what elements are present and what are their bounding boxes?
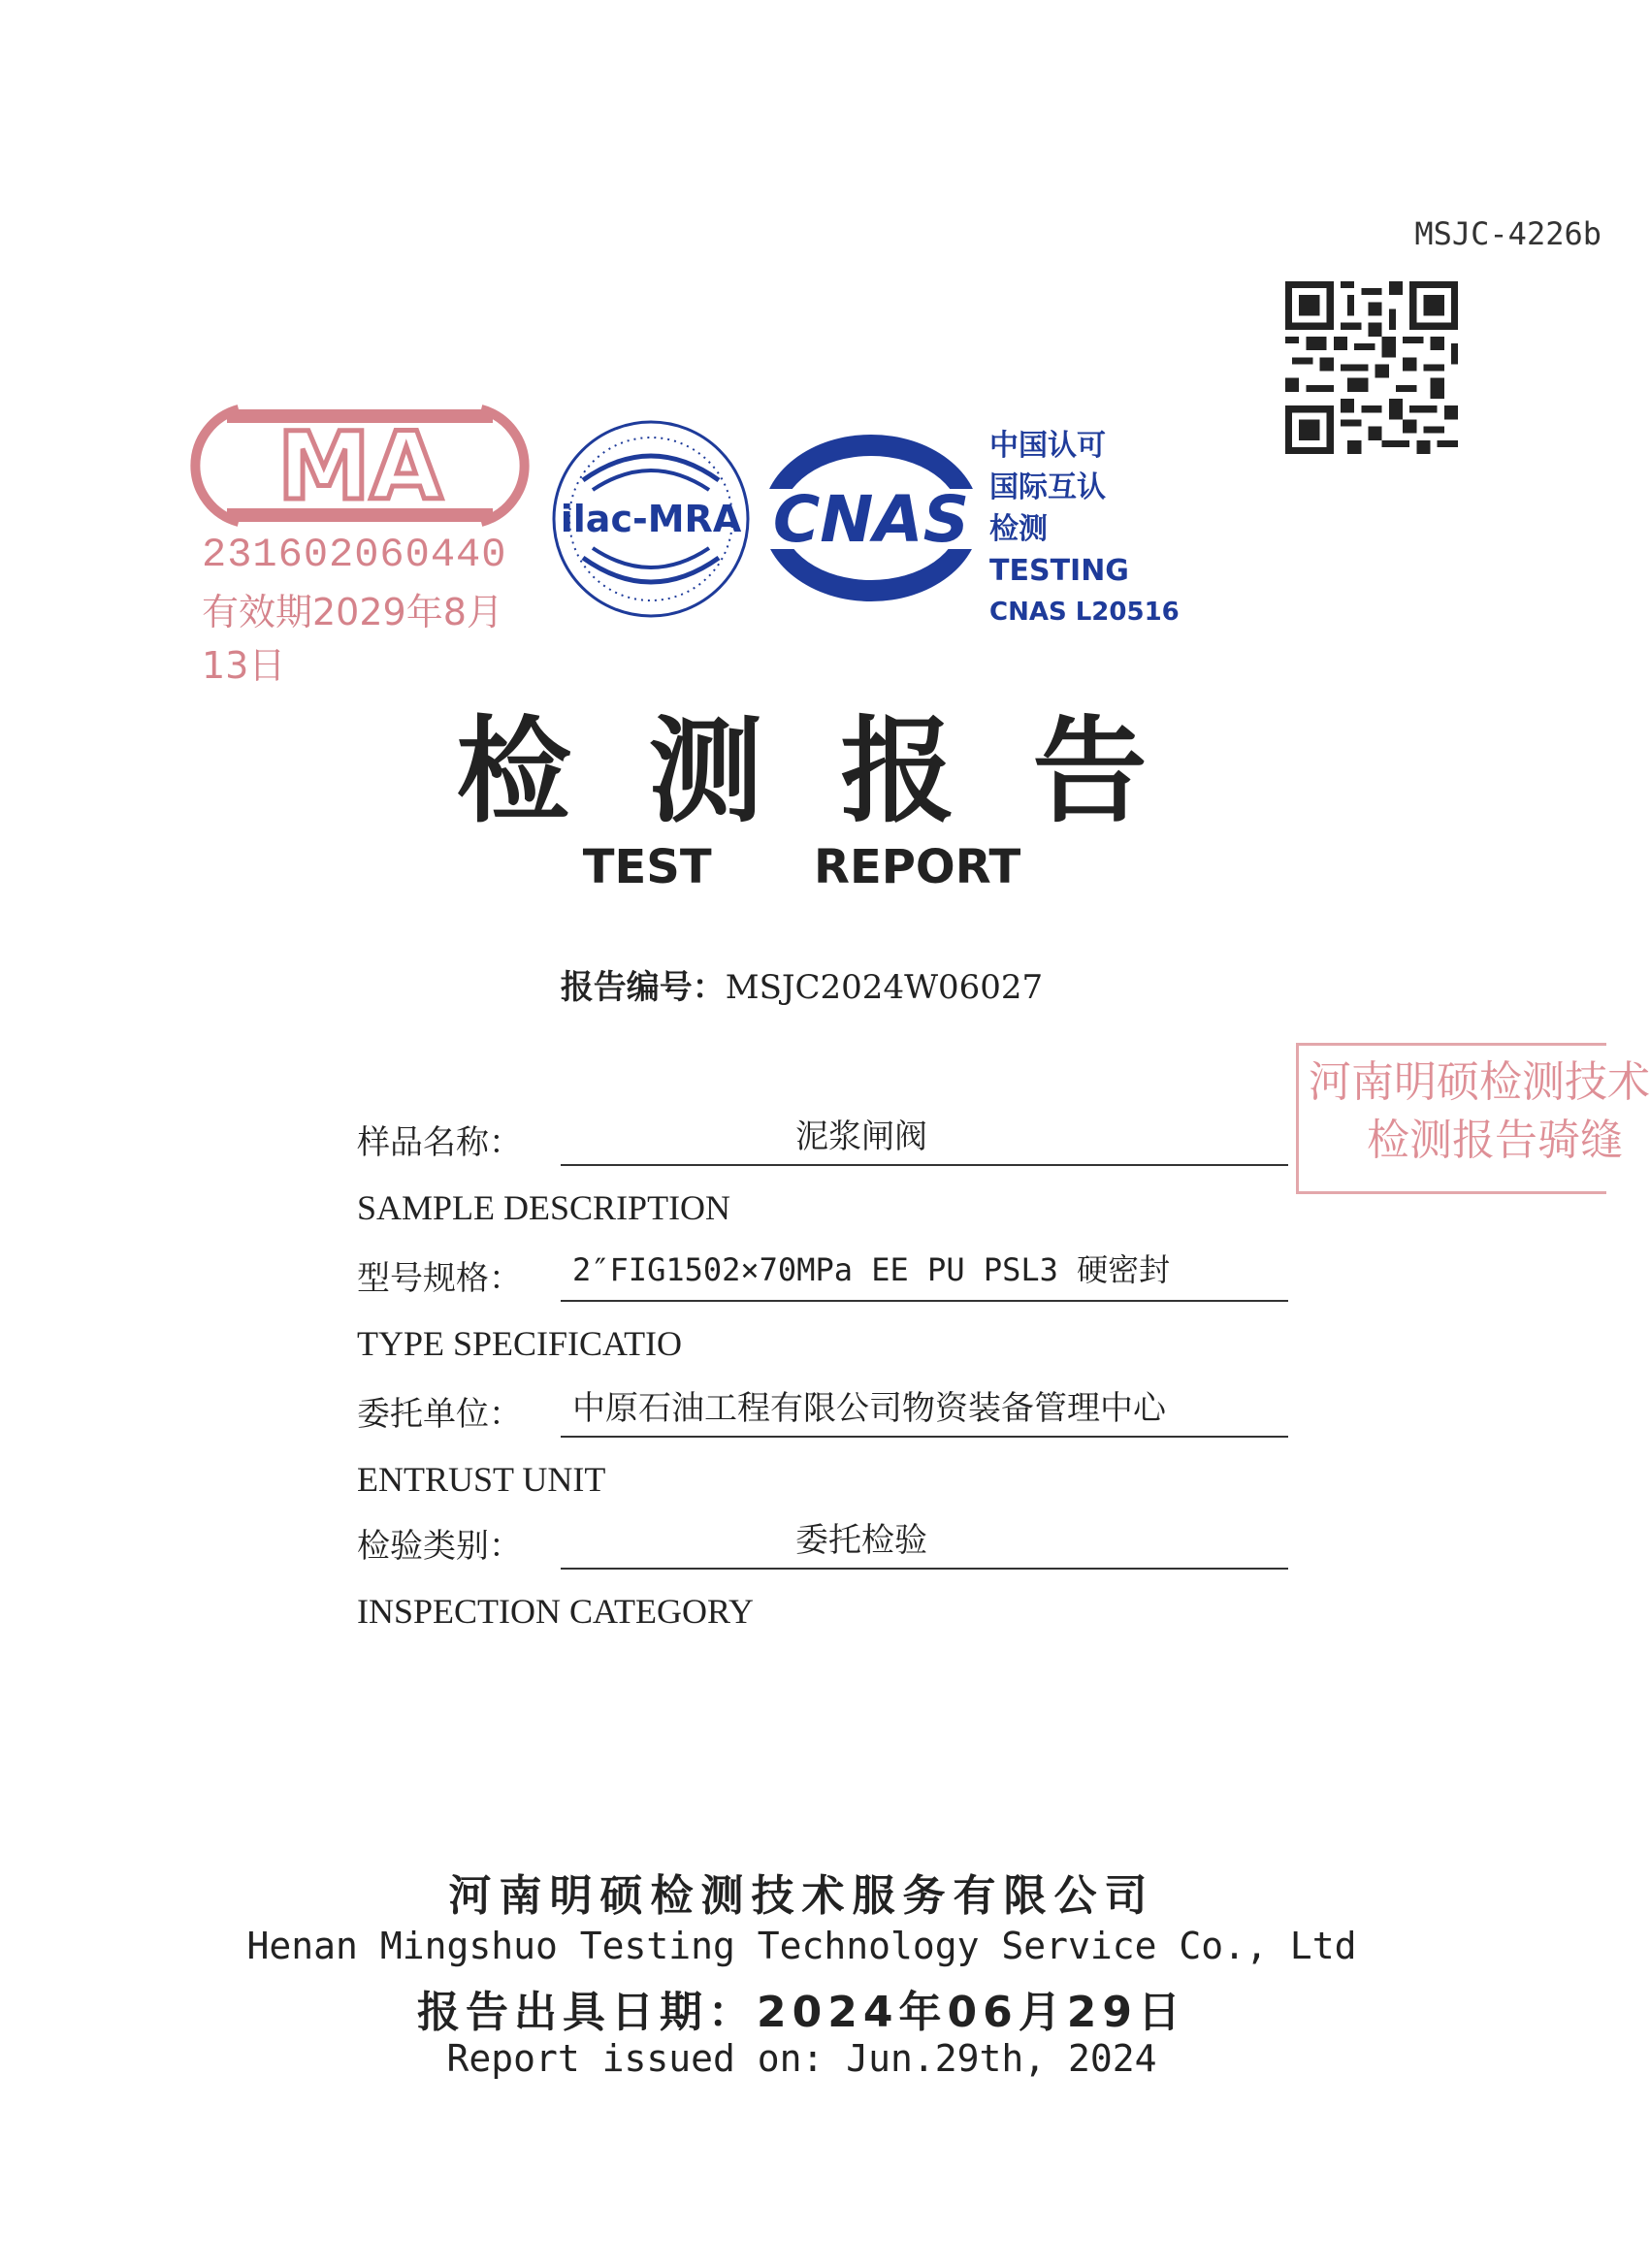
issue-date-cn: 报告出具日期：2024年06月29日 (417, 1988, 1186, 2037)
field-label-en: INSPECTION CATEGORY (357, 1592, 755, 1631)
issue-date-en: Report issued on: Jun.29th, 2024 (446, 2037, 1157, 2080)
cma-certification-logo (200, 398, 520, 687)
field-value: 委托检验 (795, 1521, 927, 1560)
field-label-cn: 委托单位： (357, 1395, 522, 1434)
company-name-en: Henan Mingshuo Testing Technology Service Co., Ltd (246, 1925, 1357, 1967)
field-underline (561, 1300, 1288, 1302)
field-label-cn: 型号规格： (357, 1259, 522, 1298)
report-title-en: TEST REPORT (582, 840, 1021, 894)
report-number-value: MSJC2024W06027 (725, 968, 1044, 1007)
report-title-cn: 检测报告 (456, 703, 1225, 838)
svg-text:ilac-MRA: ilac-MRA (560, 498, 742, 540)
field-underline (561, 1568, 1288, 1570)
field-value: 2″FIG1502×70MPa EE PU PSL3 硬密封 (572, 1251, 1171, 1288)
cnas-line: 国际互认 (989, 470, 1106, 504)
seal-line: 检测报告骑缝 (1367, 1116, 1623, 1165)
cma-number: 231602060440 (202, 532, 507, 578)
document-code: MSJC-4226b (1414, 215, 1601, 252)
cnas-line: TESTING (989, 554, 1129, 588)
cnas-accreditation-text (989, 425, 1180, 633)
ilac-mra-logo-icon (549, 412, 753, 626)
svg-text:MA: MA (277, 412, 442, 521)
cma-mark-icon (200, 398, 520, 534)
seam-seal-stamp (1296, 1043, 1650, 1194)
report-number-label: 报告编号： (560, 968, 726, 1007)
cnas-line: 中国认可 (989, 429, 1106, 463)
cma-valid-date: 有效期2029年8月13日 (202, 591, 503, 687)
seal-line: 河南明硕检测技术 (1309, 1057, 1650, 1107)
field-value: 泥浆闸阀 (795, 1118, 927, 1156)
svg-text:CNAS: CNAS (772, 482, 970, 557)
field-entrust-unit (357, 1387, 1288, 1533)
field-underline (561, 1164, 1288, 1166)
report-number (0, 960, 1603, 1008)
company-name-cn: 河南明硕检测技术服务有限公司 (448, 1871, 1155, 1921)
field-label-cn: 检验类别： (357, 1527, 522, 1566)
field-underline (561, 1436, 1288, 1438)
field-label-en: ENTRUST UNIT (357, 1460, 606, 1499)
field-label-en: TYPE SPECIFICATIO (357, 1324, 683, 1363)
cnas-line: CNAS L20516 (989, 598, 1180, 627)
field-type-specification (357, 1251, 1288, 1397)
field-inspection-category (357, 1519, 1288, 1665)
cnas-line: 检测 (989, 512, 1048, 546)
cnas-logo-icon (757, 429, 986, 608)
field-label-cn: 样品名称： (357, 1123, 522, 1162)
qr-code-icon (1285, 281, 1458, 454)
field-value: 中原石油工程有限公司物资装备管理中心 (572, 1389, 1166, 1428)
field-sample-description (357, 1116, 1288, 1261)
field-label-en: SAMPLE DESCRIPTION (357, 1188, 731, 1227)
